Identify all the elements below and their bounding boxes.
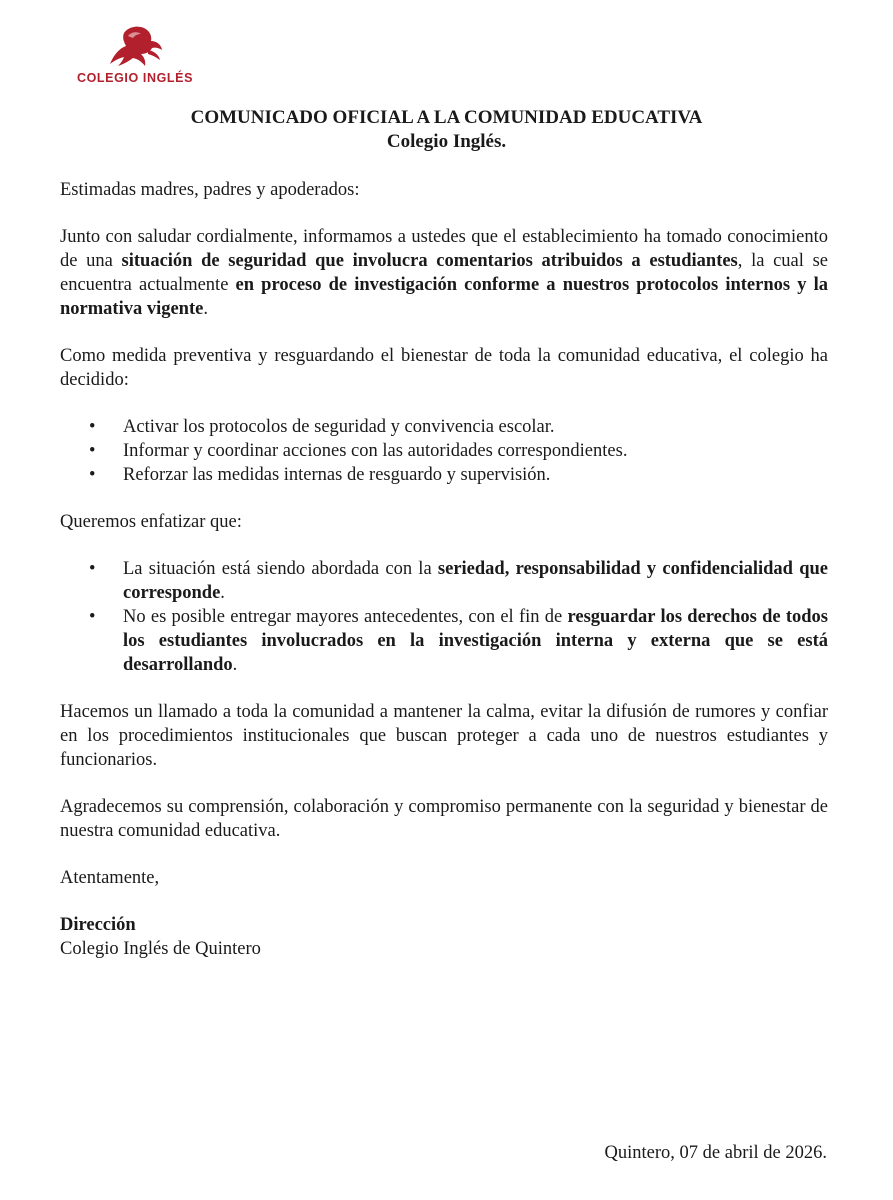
list-item-text: Activar los protocolos de seguridad y convivencia escolar. bbox=[123, 417, 555, 437]
emphasis-intro: Queremos enfatizar que: bbox=[60, 512, 242, 532]
logo-wordmark: COLEGIO INGLÉS bbox=[76, 71, 194, 85]
closing: Atentamente, bbox=[60, 868, 160, 888]
bullet-icon: • bbox=[89, 607, 96, 627]
bold-run: en proceso de investigación conforme a nuestros protocolos internos y la normativa vigente bbox=[60, 275, 828, 319]
letter-body bbox=[60, 178, 828, 961]
bold-run: seriedad, responsabilidad y confidencialidad que corresponde bbox=[123, 559, 828, 603]
text-run: . bbox=[203, 299, 208, 319]
paragraph-intro bbox=[60, 225, 828, 321]
bullet-icon: • bbox=[89, 559, 96, 579]
bold-run: situación de seguridad que involucra comentarios atribuidos a estudiantes bbox=[121, 251, 738, 271]
list-item-text: Informar y coordinar acciones con las autoridades correspondientes. bbox=[123, 441, 628, 461]
bullet-icon: • bbox=[89, 417, 96, 437]
bullet-icon: • bbox=[89, 465, 96, 485]
paragraph-thanks: Agradecemos su comprensión, colaboración y compromiso permanente con la seguridad y bienestar de nuestra comunidad educativa. bbox=[60, 797, 828, 841]
school-logo bbox=[70, 24, 210, 94]
text-run: Junto con saludar cordialmente, informamos a ustedes que el establecimiento ha tomado conocimiento de una bbox=[60, 227, 828, 271]
list-item bbox=[60, 557, 828, 605]
list-item bbox=[60, 463, 828, 487]
title-line-2: Colegio Inglés. bbox=[386, 131, 507, 152]
list-item-text: Reforzar las medidas internas de resguardo y supervisión. bbox=[123, 465, 551, 485]
emphasis-list bbox=[60, 557, 828, 677]
document-title bbox=[0, 106, 893, 154]
paragraph-call-to-calm: Hacemos un llamado a toda la comunidad a mantener la calma, evitar la difusión de rumores y confiar en los procedimientos institucionales que buscan proteger a cada uno de nuestros estudiantes y funcionarios. bbox=[60, 702, 828, 770]
text-run: . bbox=[232, 655, 238, 675]
list-item bbox=[60, 415, 828, 439]
signature-department: Dirección bbox=[60, 915, 136, 935]
measures-list bbox=[60, 415, 828, 487]
signature-school: Colegio Inglés de Quintero bbox=[60, 939, 261, 959]
paragraph-measures-intro: Como medida preventiva y resguardando el bienestar de toda la comunidad educativa, el colegio ha decidido: bbox=[60, 346, 828, 390]
text-run: No es posible entregar mayores antecedentes, con el fin de bbox=[123, 607, 568, 627]
text-run: , la cual se encuentra actualmente bbox=[60, 251, 828, 295]
text-run: La situación está siendo abordada con la bbox=[123, 559, 438, 579]
bullet-icon: • bbox=[89, 441, 96, 461]
bold-run: resguardar los derechos de todos los estudiantes involucrados en la investigación interna y externa que se está desarrollando bbox=[123, 607, 828, 675]
text-run: . bbox=[220, 583, 225, 603]
title-line-1: COMUNICADO OFICIAL A LA COMUNIDAD EDUCATIVA bbox=[190, 107, 703, 128]
document-date: Quintero, 07 de abril de 2026. bbox=[604, 1143, 827, 1163]
list-item bbox=[60, 439, 828, 463]
greeting: Estimadas madres, padres y apoderados: bbox=[60, 180, 360, 200]
lion-icon bbox=[104, 24, 166, 68]
list-item bbox=[60, 605, 828, 677]
